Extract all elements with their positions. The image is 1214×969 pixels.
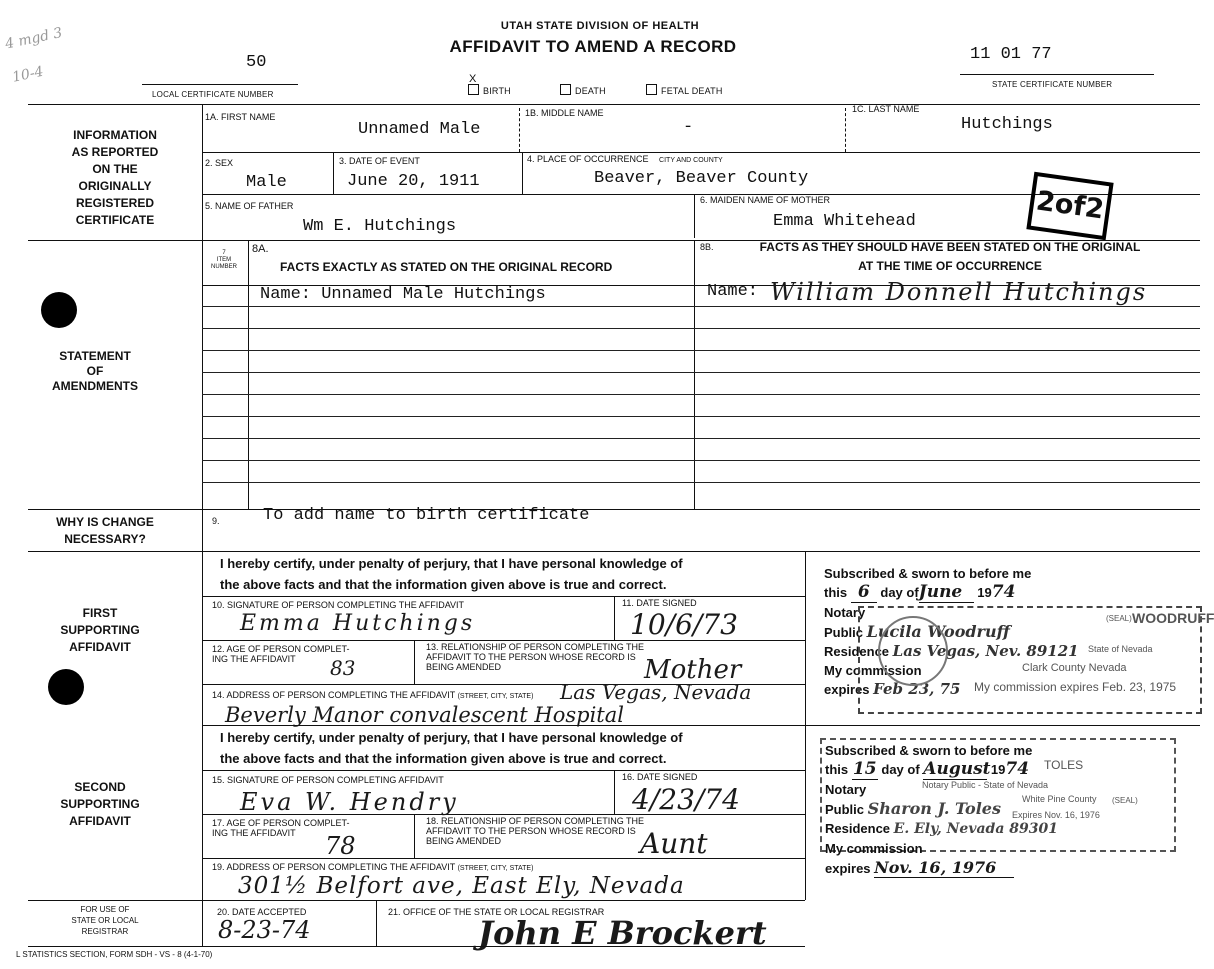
second-notary-day: 15 bbox=[852, 759, 877, 779]
father-value: Wm E. Hutchings bbox=[303, 217, 457, 236]
second-notary-signature: Sharon J. Toles bbox=[867, 799, 1001, 818]
second-seal-name: TOLES bbox=[1044, 758, 1084, 772]
first-signature: Emma Hutchings bbox=[240, 611, 476, 636]
place-sub-label: CITY AND COUNTY bbox=[659, 157, 723, 164]
col-8a-title: FACTS EXACTLY AS STATED ON THE ORIGINAL RECORD bbox=[280, 260, 613, 274]
first-notary-day: 6 bbox=[851, 583, 877, 603]
second-seal-line1: Notary Public - State of Nevada bbox=[922, 780, 1049, 790]
first-address-label bbox=[212, 690, 533, 700]
second-age-label: 17. AGE OF PERSON COMPLET- ING THE AFFIDAVIT bbox=[212, 818, 350, 838]
sex-label: 2. SEX bbox=[205, 158, 234, 168]
option-fetal-death[interactable] bbox=[646, 84, 723, 96]
last-name-value: Hutchings bbox=[961, 115, 1053, 134]
first-age-label: 12. AGE OF PERSON COMPLET- ING THE AFFIDAVIT bbox=[212, 644, 350, 664]
col-8b-title: FACTS AS THEY SHOULD HAVE BEEN STATED ON THE ORIGINAL AT THE TIME OF OCCURRENCE bbox=[759, 240, 1141, 273]
first-address-label-text: 14. ADDRESS OF PERSON COMPLETING THE AFFIDAVIT bbox=[212, 690, 456, 700]
first-age: 83 bbox=[330, 656, 356, 680]
col-8a-number: 8A. bbox=[252, 243, 269, 255]
first-seal-name: WOODRUFF bbox=[1132, 610, 1214, 626]
corrected-prefix: Name: bbox=[707, 282, 759, 301]
second-expires-label: expires bbox=[825, 861, 871, 876]
first-commission-label: My commission bbox=[824, 663, 922, 678]
first-notary-signature: Lucila Woodruff bbox=[866, 622, 1010, 641]
page-stamp: 2of2 bbox=[1026, 172, 1113, 241]
option-death[interactable] bbox=[560, 84, 606, 96]
section-second-label: SECOND SUPPORTING AFFIDAVIT bbox=[60, 780, 140, 828]
first-address-sub: (STREET, CITY, STATE) bbox=[457, 693, 534, 700]
first-seal-expiration: My commission expires Feb. 23, 1975 bbox=[974, 680, 1177, 694]
first-public-label: Public bbox=[824, 625, 864, 640]
date-accepted-label: 20. DATE ACCEPTED bbox=[217, 907, 307, 917]
second-address: 301½ Belfort ave, East Ely, Nevada bbox=[238, 873, 685, 899]
second-seal-tag: (SEAL) bbox=[1112, 796, 1138, 805]
fetal-death-checkbox[interactable] bbox=[646, 84, 657, 95]
first-expires-label: expires bbox=[824, 682, 870, 697]
first-address-line1: Las Vegas, Nevada bbox=[560, 680, 752, 704]
second-notary-block bbox=[825, 741, 1058, 878]
first-date: 10/6/73 bbox=[630, 608, 738, 641]
first-this: this bbox=[824, 585, 848, 600]
first-date-label: 11. DATE SIGNED bbox=[622, 598, 697, 608]
second-notary-year: 74 bbox=[1005, 759, 1030, 779]
margin-note: 4 mgd 3 10-4 bbox=[3, 24, 64, 86]
section-first-label: FIRST SUPPORTING AFFIDAVIT bbox=[60, 606, 140, 654]
second-this: this bbox=[825, 762, 849, 777]
second-relationship-label: 18. RELATIONSHIP OF PERSON COMPLETING THE AFFIDAVIT TO THE PERSON WHOSE RECORD IS BEING AMENDED bbox=[426, 816, 645, 846]
second-date-label: 16. DATE SIGNED bbox=[622, 772, 698, 782]
place-label-text: 4. PLACE OF OCCURRENCE bbox=[527, 154, 649, 164]
first-seal-state: State of Nevada bbox=[1088, 644, 1153, 654]
section-info-label: INFORMATION AS REPORTED ON THE ORIGINALLY REGISTERED CERTIFICATE bbox=[71, 128, 159, 227]
first-day-of: day of bbox=[880, 585, 919, 600]
first-certify-text: I hereby certify, under penalty of perjury, that I have personal knowledge of the above facts and that the information given above is true and correct. bbox=[220, 556, 683, 592]
death-label: DEATH bbox=[575, 86, 606, 96]
second-address-label bbox=[212, 862, 533, 872]
reason-text: To add name to birth certificate bbox=[263, 506, 590, 525]
punch-hole-top bbox=[41, 292, 77, 328]
mother-value: Emma Whitehead bbox=[773, 212, 916, 231]
second-signature: Eva W. Hendry bbox=[240, 788, 459, 816]
middle-name-value: - bbox=[683, 118, 694, 137]
date-accepted: 8-23-74 bbox=[218, 916, 311, 944]
form-title: AFFIDAVIT TO AMEND A RECORD bbox=[449, 37, 737, 56]
item-number-label: 7 ITEM NUMBER bbox=[210, 250, 237, 270]
birth-label: BIRTH bbox=[483, 86, 511, 96]
mother-label: 6. MAIDEN NAME OF MOTHER bbox=[700, 195, 831, 205]
second-seal-line2: White Pine County bbox=[1022, 794, 1097, 804]
section-amend-label: STATEMENT OF AMENDMENTS bbox=[52, 349, 138, 393]
sex-value: Male bbox=[246, 173, 287, 192]
second-seal-line3: Expires Nov. 16, 1976 bbox=[1012, 810, 1100, 820]
second-commission-label: My commission bbox=[825, 841, 923, 856]
last-name-label: 1C. LAST NAME bbox=[852, 104, 920, 114]
first-relationship: Mother bbox=[644, 655, 742, 685]
option-birth[interactable] bbox=[468, 73, 511, 96]
second-address-sub: (STREET, CITY, STATE) bbox=[457, 865, 534, 872]
first-notary-year: 74 bbox=[991, 582, 1016, 602]
first-signature-label: 10. SIGNATURE OF PERSON COMPLETING THE AFFIDAVIT bbox=[212, 600, 465, 610]
second-date: 4/23/74 bbox=[632, 783, 740, 816]
first-name-label: 1A. FIRST NAME bbox=[205, 112, 276, 122]
first-year-prefix: 19 bbox=[977, 585, 992, 600]
place-value: Beaver, Beaver County bbox=[594, 169, 809, 188]
fetal-death-label: FETAL DEATH bbox=[661, 86, 723, 96]
first-relationship-label: 13. RELATIONSHIP OF PERSON COMPLETING THE AFFIDAVIT TO THE PERSON WHOSE RECORD IS BEING AMENDED bbox=[426, 642, 645, 672]
registrar-office-label: 21. OFFICE OF THE STATE OR LOCAL REGISTRAR bbox=[388, 907, 605, 917]
form-footer: L STATISTICS SECTION, FORM SDH - VS - 8 (4-1-70) bbox=[16, 950, 213, 959]
punch-hole-bottom bbox=[48, 669, 84, 705]
local-cert-number: 50 bbox=[246, 53, 267, 72]
first-address-line2: Beverly Manor convalescent Hospital bbox=[225, 703, 624, 727]
first-notary-month: June bbox=[919, 583, 974, 603]
section-why-label: WHY IS CHANGE NECESSARY? bbox=[56, 515, 154, 546]
first-residence-label: Residence bbox=[824, 644, 890, 659]
first-expires-value: Feb 23, 75 bbox=[873, 680, 961, 698]
state-cert-label: STATE CERTIFICATE NUMBER bbox=[992, 80, 1113, 89]
first-name-value: Unnamed Male bbox=[358, 120, 481, 139]
state-cert-number: 11 01 77 bbox=[970, 45, 1052, 64]
death-checkbox[interactable] bbox=[560, 84, 571, 95]
place-label bbox=[527, 154, 723, 164]
second-year-prefix: 19 bbox=[990, 762, 1006, 777]
first-notary-date-line bbox=[824, 583, 1079, 603]
second-expires-value: Nov. 16, 1976 bbox=[874, 858, 1014, 878]
first-seal-county: Clark County Nevada bbox=[1022, 662, 1127, 674]
agency-name: UTAH STATE DIVISION OF HEALTH bbox=[500, 20, 700, 32]
second-signature-label: 15. SIGNATURE OF PERSON COMPLETING AFFIDAVIT bbox=[212, 775, 444, 785]
original-entry: Name: Unnamed Male Hutchings bbox=[260, 285, 546, 304]
first-notary-heading: Subscribed & sworn to before me bbox=[824, 566, 1032, 581]
registrar-signature: John E Brockert bbox=[478, 914, 767, 952]
second-certify-text: I hereby certify, under penalty of perjury, that I have personal knowledge of the above facts and that the information given above is true and correct. bbox=[220, 730, 683, 766]
second-notary-month: August bbox=[923, 759, 991, 779]
corrected-entry: William Donnell Hutchings bbox=[770, 278, 1148, 306]
middle-name-label: 1B. MIDDLE NAME bbox=[525, 108, 604, 118]
second-day-of: day of bbox=[881, 762, 920, 777]
date-of-event-label: 3. DATE OF EVENT bbox=[339, 156, 420, 166]
col-8b-number: 8B. bbox=[700, 242, 714, 252]
father-label: 5. NAME OF FATHER bbox=[205, 201, 294, 211]
first-residence-value: Las Vegas, Nev. 89121 bbox=[892, 642, 1079, 660]
second-address-label-text: 19. ADDRESS OF PERSON COMPLETING THE AFFIDAVIT bbox=[212, 862, 456, 872]
reason-number: 9. bbox=[212, 516, 220, 526]
second-public-label: Public bbox=[825, 802, 865, 817]
first-seal-tag: (SEAL) bbox=[1106, 614, 1132, 623]
section-registrar-label: FOR USE OF STATE OR LOCAL REGISTRAR bbox=[71, 905, 139, 936]
second-notary-heading: Subscribed & sworn to before me bbox=[825, 743, 1033, 758]
second-notary-label: Notary bbox=[825, 782, 867, 797]
local-cert-label: LOCAL CERTIFICATE NUMBER bbox=[152, 90, 274, 99]
second-relationship: Aunt bbox=[640, 827, 708, 860]
first-notary-seal bbox=[858, 606, 1214, 714]
second-residence-value: E. Ely, Nevada 89301 bbox=[893, 821, 1058, 837]
second-age: 78 bbox=[325, 832, 356, 860]
first-notary-label: Notary bbox=[824, 605, 866, 620]
date-of-event-value: June 20, 1911 bbox=[347, 172, 480, 191]
birth-checkbox[interactable]: X bbox=[468, 84, 479, 95]
second-residence-label: Residence bbox=[825, 821, 891, 836]
